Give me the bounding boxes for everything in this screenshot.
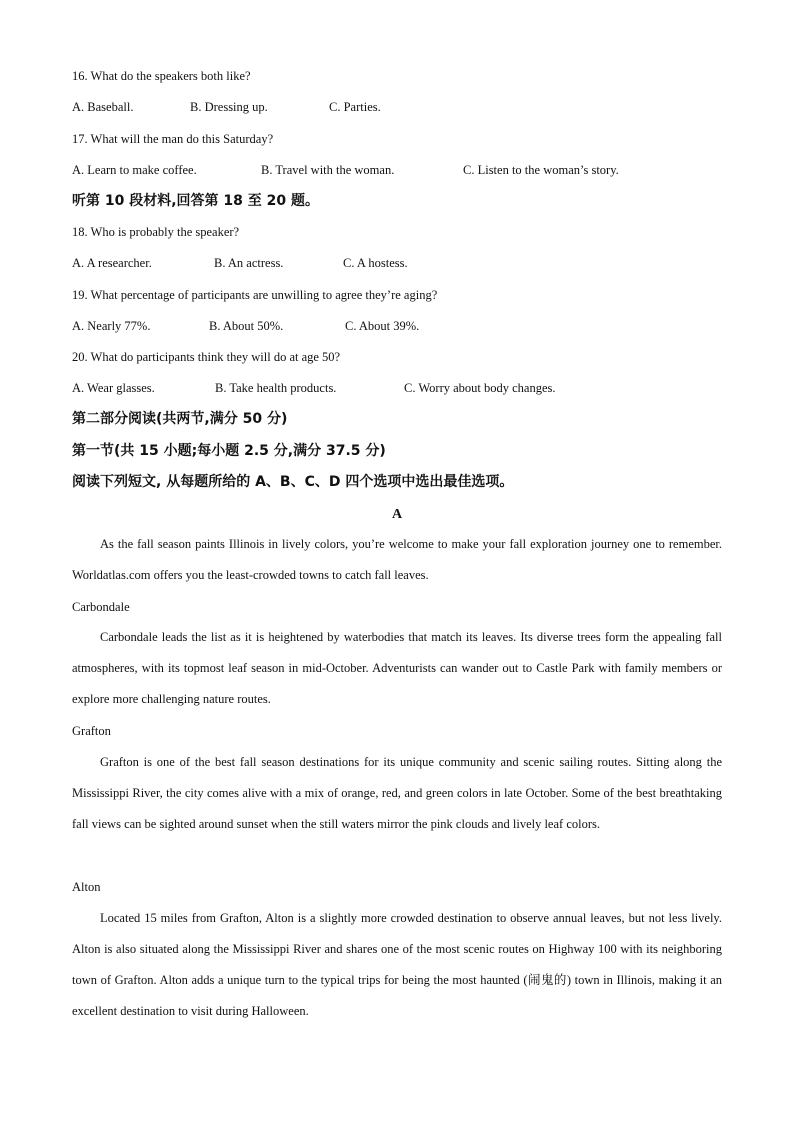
q20-option-c: C. Worry about body changes.	[404, 381, 556, 395]
q16-option-b: B. Dressing up.	[190, 100, 268, 114]
q17-option-a: A. Learn to make coffee.	[72, 163, 197, 177]
part2-title: 第二部分阅读(共两节,满分 50 分)	[72, 411, 288, 427]
q16-option-c: C. Parties.	[329, 100, 381, 114]
q19-option-c: C. About 39%.	[345, 319, 420, 333]
question-19-stem: 19. What percentage of participants are unwilling to agree they’re aging?	[72, 288, 438, 302]
reading-instruction: 阅读下列短文, 从每题所给的 A、B、C、D 四个选项中选出最佳选项。	[72, 474, 514, 490]
q18-option-a: A. A researcher.	[72, 256, 152, 270]
section-note-10: 听第 10 段材料,回答第 18 至 20 题。	[72, 193, 320, 209]
question-17-stem: 17. What will the man do this Saturday?	[72, 132, 274, 146]
place-text-carbondale-body: Carbondale leads the list as it is heightened by waterbodies that match its leaves. Its diverse trees form the appealing fall atmospheres, with its topmost leaf season in mid-October. Adventurists can wander out to Castle Park with family members or explore more challenging nature routes.	[72, 630, 722, 706]
place-name-grafton: Grafton	[72, 724, 111, 738]
place-name-carbondale: Carbondale	[72, 600, 130, 614]
q20-option-a: A. Wear glasses.	[72, 381, 155, 395]
q18-option-b: B. An actress.	[214, 256, 284, 270]
passage-label: A	[391, 507, 403, 522]
question-18-stem: 18. Who is probably the speaker?	[72, 225, 240, 239]
q17-option-b: B. Travel with the woman.	[261, 163, 395, 177]
place-text-alton	[72, 903, 722, 1027]
passage-intro	[72, 529, 722, 591]
place-text-grafton-body: Grafton is one of the best fall season destinations for its unique community and scenic sailing routes. Sitting along the Mississippi River, the city comes alive with a mix of orange, red, and green colors in late October. Some of the best breathtaking fall views can be sighted around sunset when the still waters mirror the pink clouds and lively leaf colors.	[72, 755, 722, 831]
place-name-alton: Alton	[72, 880, 101, 894]
place-text-carbondale	[72, 622, 722, 715]
q19-option-b: B. About 50%.	[209, 319, 284, 333]
section1-title: 第一节(共 15 小题;每小题 2.5 分,满分 37.5 分)	[72, 443, 386, 459]
question-20-stem: 20. What do participants think they will do at age 50?	[72, 350, 341, 364]
place-text-alton-body: Located 15 miles from Grafton, Alton is a slightly more crowded destination to observe annual leaves, but not less lively. Alton is also situated along the Mississippi River and shares one of the most scenic routes on Highway 100 with its neighboring town of Grafton. Alton adds a unique turn to the typical trips for being the most haunted (闹鬼的) town in Illinois, making it an excellent destination to visit during Halloween.	[72, 911, 722, 1018]
q18-option-c: C. A hostess.	[343, 256, 408, 270]
q16-option-a: A. Baseball.	[72, 100, 134, 114]
question-16-stem: 16. What do the speakers both like?	[72, 69, 251, 83]
place-text-grafton	[72, 747, 722, 840]
passage-intro-text: As the fall season paints Illinois in lively colors, you’re welcome to make your fall exploration journey one to remember. Worldatlas.com offers you the least-crowded towns to catch fall leaves.	[72, 537, 722, 582]
q19-option-a: A. Nearly 77%.	[72, 319, 151, 333]
q17-option-c: C. Listen to the woman’s story.	[463, 163, 619, 177]
q20-option-b: B. Take health products.	[215, 381, 337, 395]
